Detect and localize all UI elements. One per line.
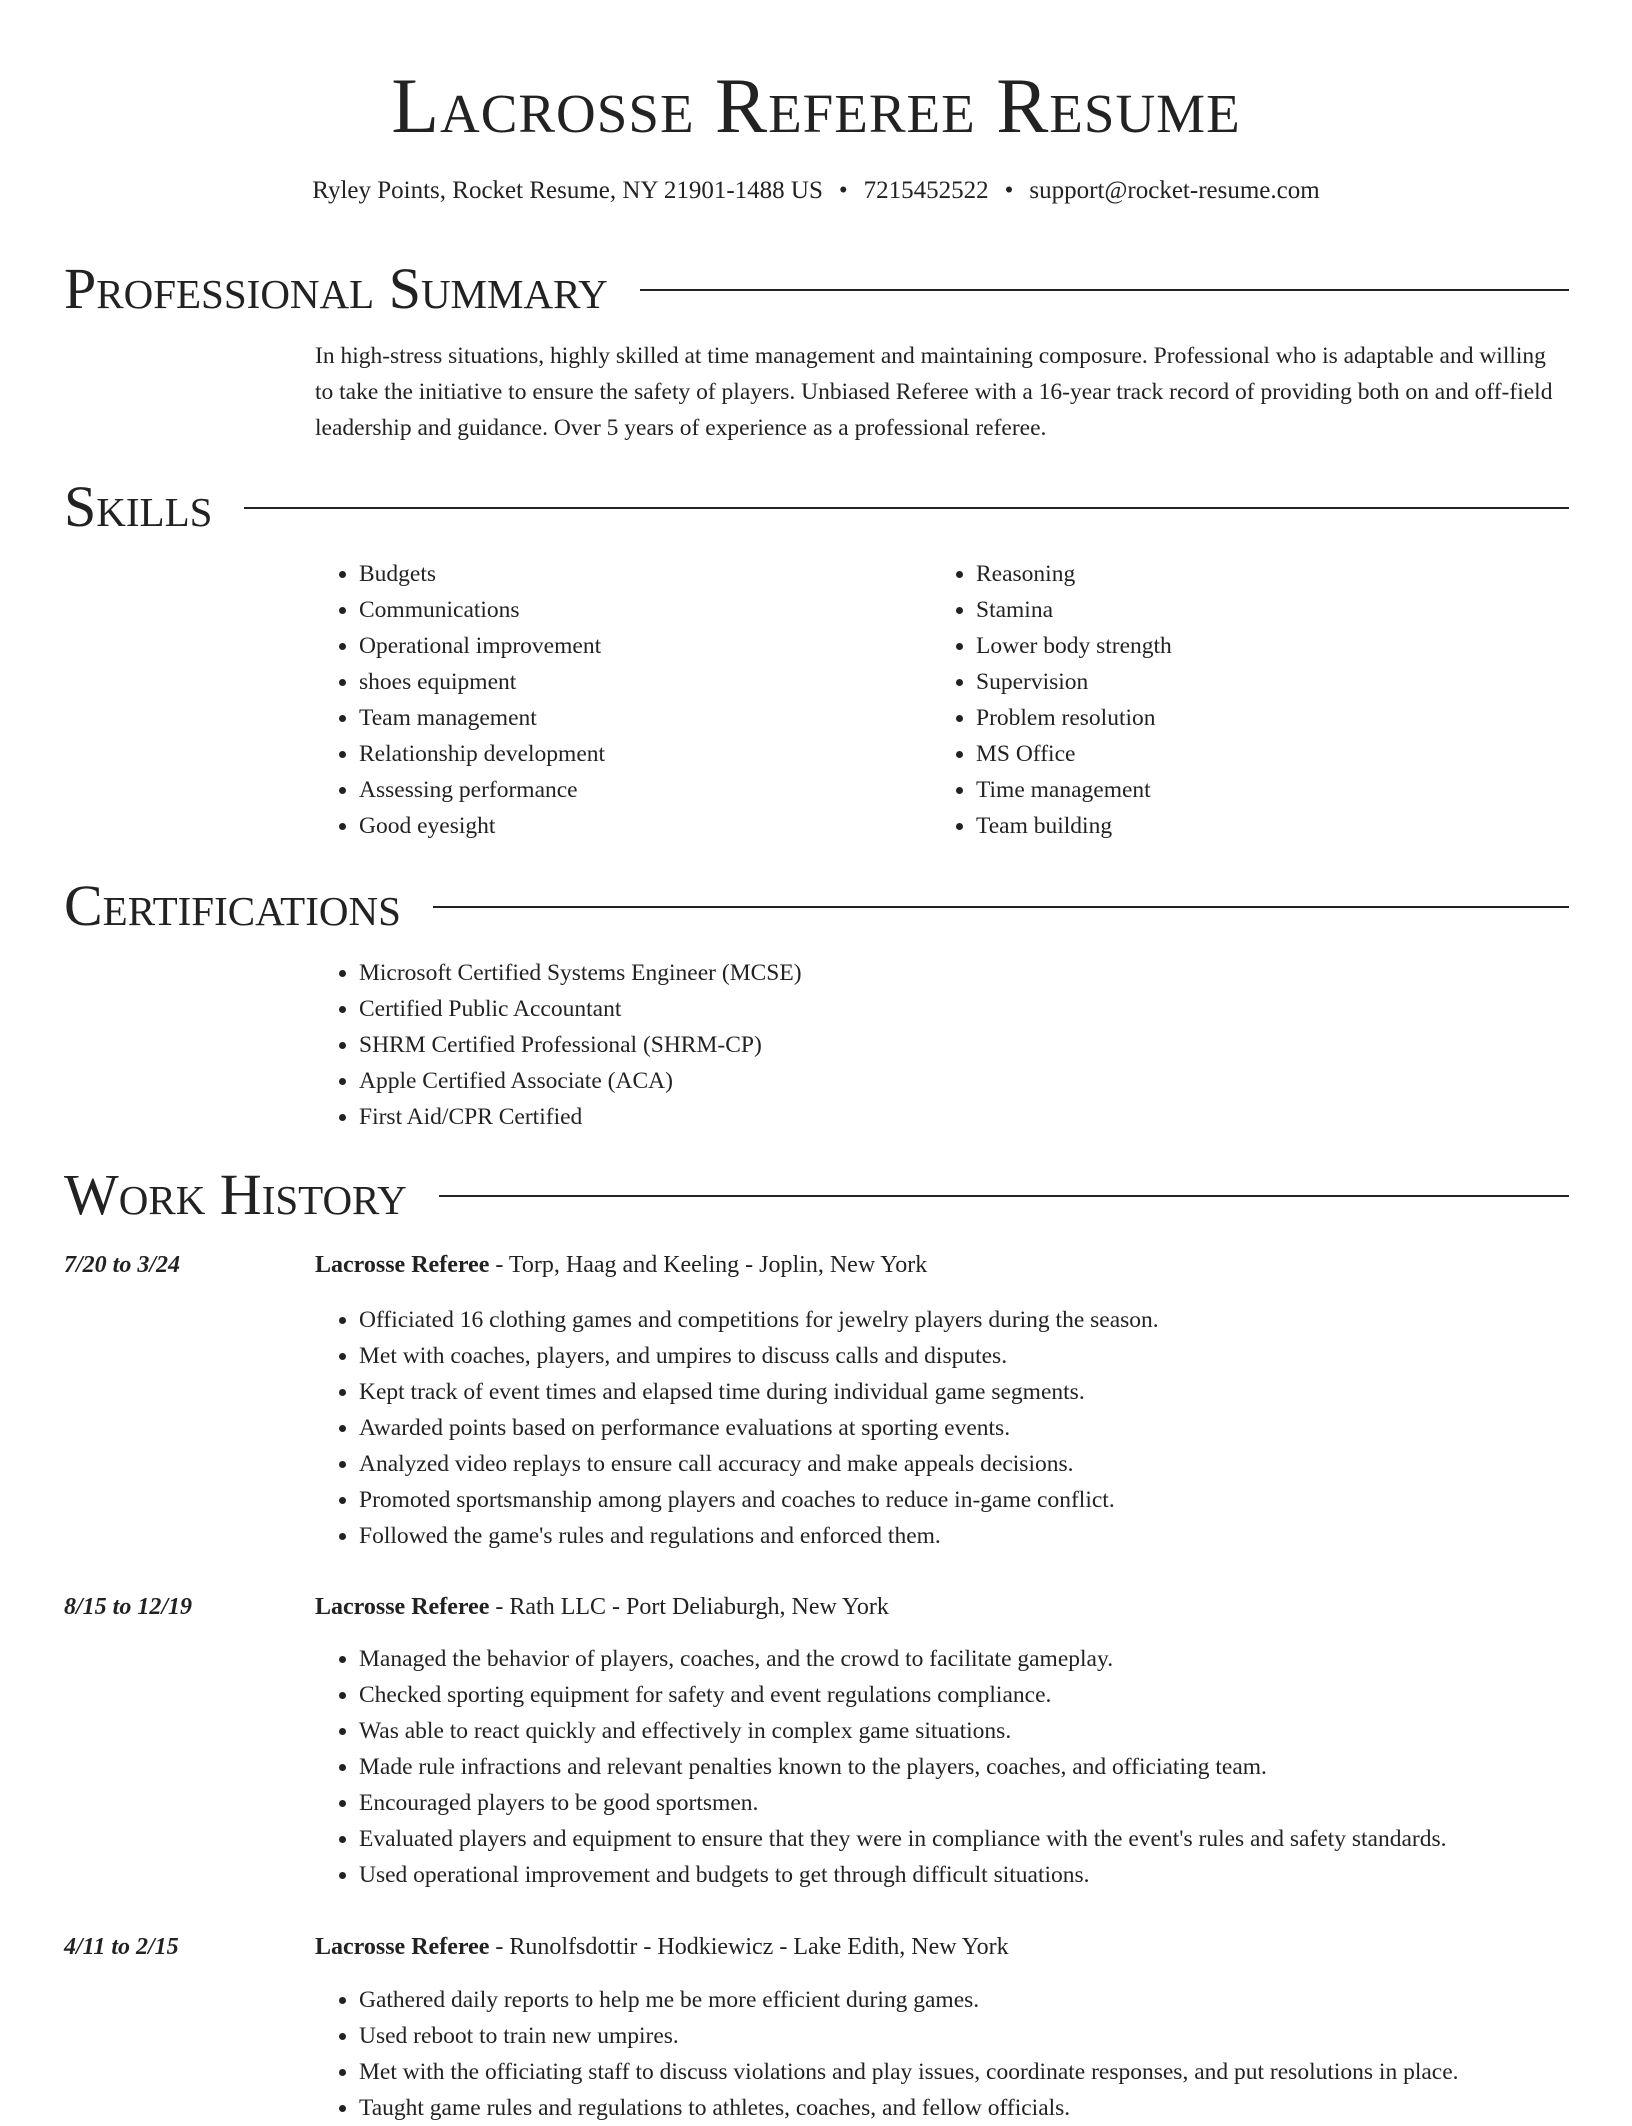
job-dates: 8/15 to 12/19 [64,1594,193,1620]
job-duty: • Checked sporting equipment for safety and event regulations compliance. [359,1677,1619,1713]
skill-item: • Supervision [976,664,1536,700]
job-duty: • Awarded points based on performance evaluations at sporting events. [359,1410,1619,1446]
skill-item: • Stamina [976,592,1536,628]
skill-item: • Lower body strength [976,628,1536,664]
job-duty: • Taught game rules and regulations to athletes, coaches, and fellow officials. [359,2090,1619,2126]
skill-item: • Team management [359,700,919,736]
job-title-line [315,1248,927,1282]
certification-item: • Apple Certified Associate (ACA) [359,1063,1559,1099]
contact-address: Ryley Points, Rocket Resume, NY 21901-1488 US [312,177,823,204]
skills-section-heading [64,474,1569,540]
skill-item: • Reasoning [976,556,1536,592]
job-duties-list [315,1982,1619,2126]
skill-item: • Good eyesight [359,808,919,844]
skill-item: • Assessing performance [359,772,919,808]
certifications-list [315,955,1559,1135]
skill-item: • Time management [976,772,1536,808]
job-duty: • Met with coaches, players, and umpires to discuss calls and disputes. [359,1338,1619,1374]
job-title-line [315,1930,1009,1964]
skill-item: • Relationship development [359,736,919,772]
job-role: Lacrosse Referee [315,1252,490,1278]
job-duty: • Met with the officiating staff to discuss violations and play issues, coordinate responses, and put resolutions in place. [359,2054,1619,2090]
section-divider [433,906,1569,908]
job-dates: 7/20 to 3/24 [64,1252,181,1278]
skill-item: • Problem resolution [976,700,1536,736]
job-duty: • Was able to react quickly and effectively in complex game situations. [359,1713,1619,1749]
contact-phone: 7215452522 [863,177,989,204]
summary-text: In high-stress situations, highly skilled at time management and maintaining composure. Professional who is adaptable and willing to take the initiative to ensure the safety of players. Unbiased Referee with a 16-year track record of providing both on and off-field leadership and guidance. Over 5 years of experience as a professional referee. [315,343,1553,441]
work-history-heading: Work History [64,1162,407,1227]
skills-list-left [315,556,919,844]
skill-item: • MS Office [976,736,1536,772]
resume-title: Lacrosse Referee Resume [391,62,1241,149]
skills-heading: Skills [64,474,213,539]
skill-item: • shoes equipment [359,664,919,700]
work-history-section-heading [64,1162,1569,1228]
job-duty: • Followed the game's rules and regulations and enforced them. [359,1518,1619,1554]
skill-item: • Team building [976,808,1536,844]
job-employer: - Runolfsdottir - Hodkiewicz - Lake Edith, New York [489,1934,1009,1960]
certifications-section-heading [64,873,1569,939]
contact-email: support@rocket-resume.com [1029,177,1320,204]
certification-item: • SHRM Certified Professional (SHRM-CP) [359,1027,1559,1063]
certification-item: • Certified Public Accountant [359,991,1559,1027]
skill-item: • Budgets [359,556,919,592]
summary-heading: Professional Summary [64,256,608,321]
skills-list-right [932,556,1536,844]
job-employer: - Torp, Haag and Keeling - Joplin, New York [489,1252,928,1278]
job-duties-list [315,1302,1619,1554]
job-duty: • Promoted sportsmanship among players and coaches to reduce in-game conflict. [359,1482,1619,1518]
section-divider [244,507,1569,509]
contact-separator: • [838,177,848,204]
job-dates: 4/11 to 2/15 [64,1934,179,1960]
certification-item: • Microsoft Certified Systems Engineer (MCSE) [359,955,1559,991]
job-duty: • Used reboot to train new umpires. [359,2018,1619,2054]
job-duty: • Gathered daily reports to help me be more efficient during games. [359,1982,1619,2018]
job-title-line [315,1590,889,1624]
skill-item: • Operational improvement [359,628,919,664]
job-duty: • Analyzed video replays to ensure call accuracy and make appeals decisions. [359,1446,1619,1482]
section-divider [640,289,1569,291]
contact-line [0,174,1632,208]
summary-section-heading [64,256,1569,322]
job-role: Lacrosse Referee [315,1934,490,1960]
job-employer: - Rath LLC - Port Deliaburgh, New York [489,1594,889,1620]
job-duty: • Evaluated players and equipment to ensure that they were in compliance with the event's rules and safety standards. [359,1821,1619,1857]
job-duty: • Kept track of event times and elapsed time during individual game segments. [359,1374,1619,1410]
job-duty: • Officiated 16 clothing games and competitions for jewelry players during the season. [359,1302,1619,1338]
certifications-heading: Certifications [64,873,401,938]
job-duty: • Managed the behavior of players, coaches, and the crowd to facilitate gameplay. [359,1641,1619,1677]
job-duty: • Made rule infractions and relevant penalties known to the players, coaches, and officiating team. [359,1749,1619,1785]
job-duties-list [315,1641,1619,1893]
job-duty: • Encouraged players to be good sportsmen. [359,1785,1619,1821]
job-role: Lacrosse Referee [315,1594,490,1620]
skill-item: • Communications [359,592,919,628]
certification-item: • First Aid/CPR Certified [359,1099,1559,1135]
section-divider [439,1195,1569,1197]
contact-separator: • [1004,177,1014,204]
job-duty: • Used operational improvement and budgets to get through difficult situations. [359,1857,1619,1893]
